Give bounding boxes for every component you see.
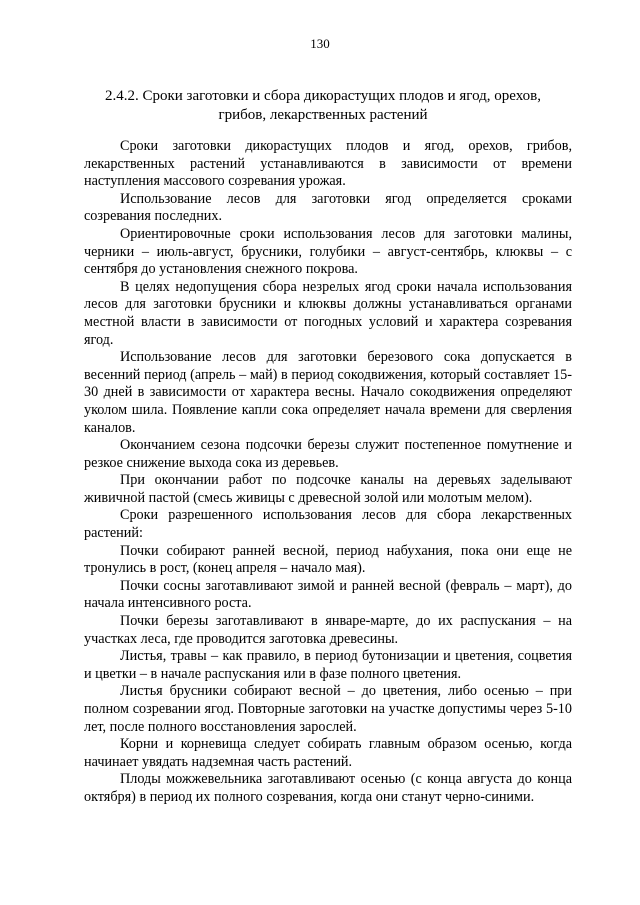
paragraph: Почки сосны заготавливают зимой и ранней весной (февраль – март), до начала интенсивного роста. [84, 577, 572, 612]
paragraph: Почки березы заготавливают в январе-марте, до их распускания – на участках леса, где проводится заготовка древесины. [84, 613, 572, 647]
paragraph: Ориентировочные сроки использования лесов для заготовки малины, черники – июль-август, брусники, голубики – август-сентябрь, клюквы – с сентября до установления снежного покрова. [84, 225, 572, 278]
paragraph: Почки собирают ранней весной, период набухания, пока они еще не тронулись в рост, (конец апреля – начало мая). [84, 542, 572, 577]
paragraph: При окончании работ по подсочке каналы на деревьях заделывают живичной пастой (смесь живицы с древесной золой или молотым мелом). [84, 472, 572, 506]
paragraph: Листья, травы – как правило, в период бутонизации и цветения, соцветия и цветки – в начале распускания или в фазе полного цветения. [84, 648, 572, 682]
paragraph: Окончанием сезона подсочки березы служит постепенное помутнение и резкое снижение выхода сока из деревьев. [84, 437, 572, 471]
paragraph: Листья брусники собирают весной – до цветения, либо осенью – при полном созревании ягод. Повторные заготовки на участке допустимы через 5-10 лет, после полного восстановления зарослей. [84, 683, 572, 735]
document-body [84, 138, 572, 807]
page-number: 130 [310, 36, 330, 51]
paragraph: Плоды можжевельника заготавливают осенью (с конца августа до конца октября) в период их полного созревания, когда они станут черно-синими. [84, 771, 572, 805]
paragraph: Сроки заготовки дикорастущих плодов и ягод, орехов, грибов, лекарственных растений устанавливаются в зависимости от времени наступления массового созревания урожая. [84, 138, 572, 190]
section-heading: 2.4.2. Сроки заготовки и сбора дикорастущих плодов и ягод, орехов, грибов, лекарственных растений [104, 88, 541, 123]
paragraph: Использование лесов для заготовки березового сока допускается в весенний период (апрель – май) в период сокодвижения, который составляет 15-30 дней в зависимости от характера весны. Начало сокодвижения определяют уколом шила. Появление капли сока определяет начала времени для сверления каналов. [84, 349, 572, 436]
paragraph: В целях недопущения сбора незрелых ягод сроки начала использования лесов для заготовки брусники и клюквы должны устанавливаться органами местной власти в зависимости от погодных условий и характера созревания ягод. [84, 278, 572, 348]
paragraph: Сроки разрешенного использования лесов для сбора лекарственных растений: [84, 507, 572, 542]
paragraph: Корни и корневища следует собирать главным образом осенью, когда начинает увядать надземная часть растений. [84, 736, 572, 770]
paragraph: Использование лесов для заготовки ягод определяется сроками созревания последних. [84, 190, 572, 225]
